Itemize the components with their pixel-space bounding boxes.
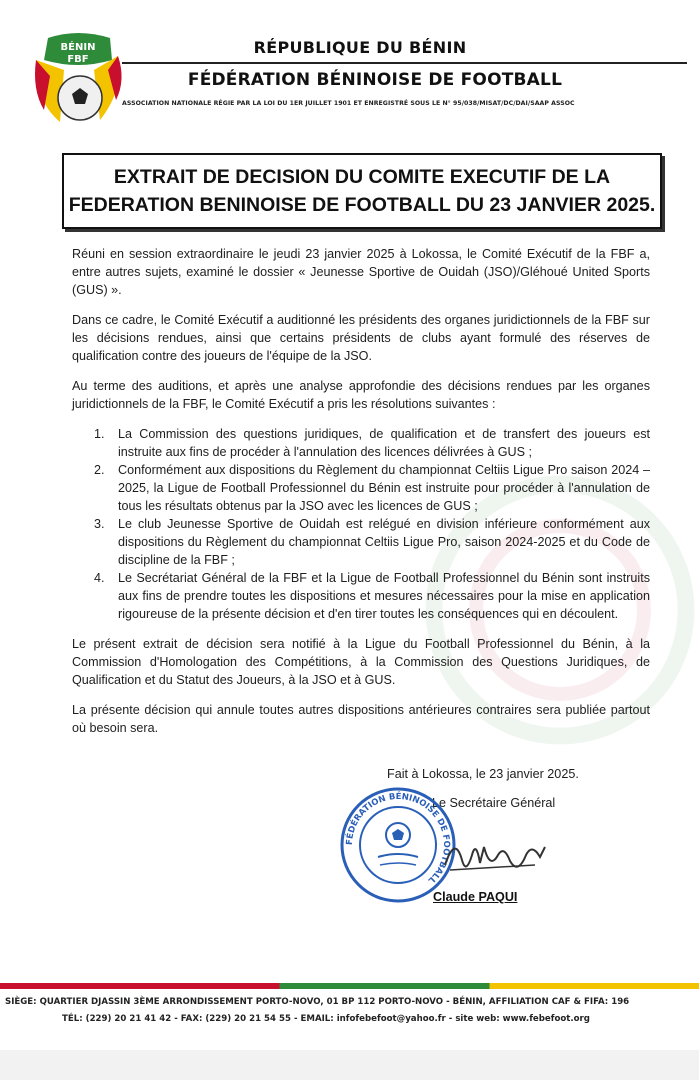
place-date: Fait à Lokossa, le 23 janvier 2025.	[387, 767, 579, 781]
fbf-logo	[30, 30, 126, 130]
list-item	[72, 515, 650, 569]
page-bottom-margin	[0, 1050, 699, 1080]
paragraph-session: Réuni en session extraordinaire le jeudi 23 janvier 2025 à Lokossa, le Comité Exécutif de la FBF a, entre autres sujets, examiné le dossier « Jeunesse Sportive de Ouidah (JSO)/Gléhoué United Sports (GUS) ».	[72, 247, 650, 297]
list-item-text: Le Secrétariat Général de la FBF et la Ligue de Football Professionnel du Bénin sont instruits aux fins de prendre toutes les dispositions et mesures nécessaires pour la mise en application rigoureuse de la présente décision et d'en tirer toutes les conséquences qui en découlent.	[118, 571, 650, 621]
paragraph-resolutions-intro: Au terme des auditions, et après une analyse approfondie des décisions rendues par les organes juridictionnels de la FBF, le Comité Exécutif a pris les résolutions suivantes :	[72, 379, 650, 411]
list-item-number: 4.	[94, 571, 105, 585]
logo-text-mid: FBF	[67, 54, 89, 65]
list-item-number: 3.	[94, 517, 105, 531]
decision-body	[72, 245, 650, 749]
footer-address: SIÈGE: QUARTIER DJASSIN 3ÈME ARRONDISSEMENT PORTO-NOVO, 01 BP 112 PORTO-NOVO - BÉNIN, AFFILIATION CAF & FIFA: 196	[5, 997, 630, 1007]
decision-title-line1: EXTRAIT DE DECISION DU COMITE EXECUTIF DE LA	[113, 166, 611, 188]
stamp-text: FÉDÉRATION BÉNINOISE DE FOOTBALL	[344, 791, 452, 886]
paragraph-publication: La présente décision qui annule toutes autres dispositions antérieures contraires sera publiée partout où besoin sera.	[72, 703, 650, 735]
list-item	[72, 425, 650, 461]
list-item	[72, 569, 650, 623]
header-subtitle: FÉDÉRATION BÉNINOISE DE FOOTBALL	[187, 70, 563, 90]
list-item-text: Le club Jeunesse Sportive de Ouidah est relégué en division inférieure conformément aux dispositions du Règlement du championnat Celtiis Ligue Pro, saison 2024-2025 et du Code de discipline de la FBF ;	[118, 517, 650, 567]
footer-contact: TÉL: (229) 20 21 41 42 - FAX: (229) 20 21 54 55 - EMAIL: infofebefoot@yahoo.fr - site web: www.febefoot.org	[62, 1014, 590, 1024]
header-divider	[122, 62, 687, 64]
list-item-number: 1.	[94, 427, 105, 441]
decision-title-box	[62, 153, 662, 229]
handwritten-signature	[440, 825, 550, 885]
signer-role: Le Secrétaire Général	[432, 796, 556, 810]
signer-name: Claude PAQUI	[433, 890, 518, 904]
decision-title-line2: FEDERATION BENINOISE DE FOOTBALL DU 23 JANVIER 2025.	[68, 194, 656, 216]
header-registration-line: ASSOCIATION NATIONALE RÉGIE PAR LA LOI DU 1ER JUILLET 1901 ET ENREGISTRÉ SOUS LE N° 95/038/MISAT/DC/DAI/SAAP ASSOC	[122, 100, 575, 107]
paragraph-auditions: Dans ce cadre, le Comité Exécutif a auditionné les présidents des organes juridictionnels de la FBF sur les décisions rendues, ainsi que certains présidents de clubs ayant formulé des réserves de qualification contre des joueurs de l'équipe de la JSO.	[72, 313, 650, 363]
logo-text-top: BÉNIN	[60, 42, 96, 53]
list-item-text: Conformément aux dispositions du Règlement du championnat Celtiis Ligue Pro saison 2024 – 2025, la Ligue de Football Professionnel du Bénin est instruite pour procéder à l'annulation de tous les résultats obtenus par la JSO avec les licences de GUS ;	[118, 463, 650, 513]
decision-title	[64, 163, 660, 219]
header-title: RÉPUBLIQUE DU BÉNIN	[253, 38, 467, 57]
list-item	[72, 461, 650, 515]
list-item-number: 2.	[94, 463, 105, 477]
list-item-text: La Commission des questions juridiques, de qualification et de transfert des joueurs est instruite aux fins de procéder à l'annulation des licences délivrées à GUS ;	[118, 427, 650, 459]
footer-color-bar	[0, 983, 699, 989]
resolutions-list	[72, 425, 650, 623]
paragraph-notification: Le présent extrait de décision sera notifié à la Ligue du Football Professionnel du Bénin, à la Commission d'Homologation des Compétitions, à la Commission des Questions Juridiques, de Qualification et du Statut des Joueurs, à la JSO et à GUS.	[72, 637, 650, 687]
